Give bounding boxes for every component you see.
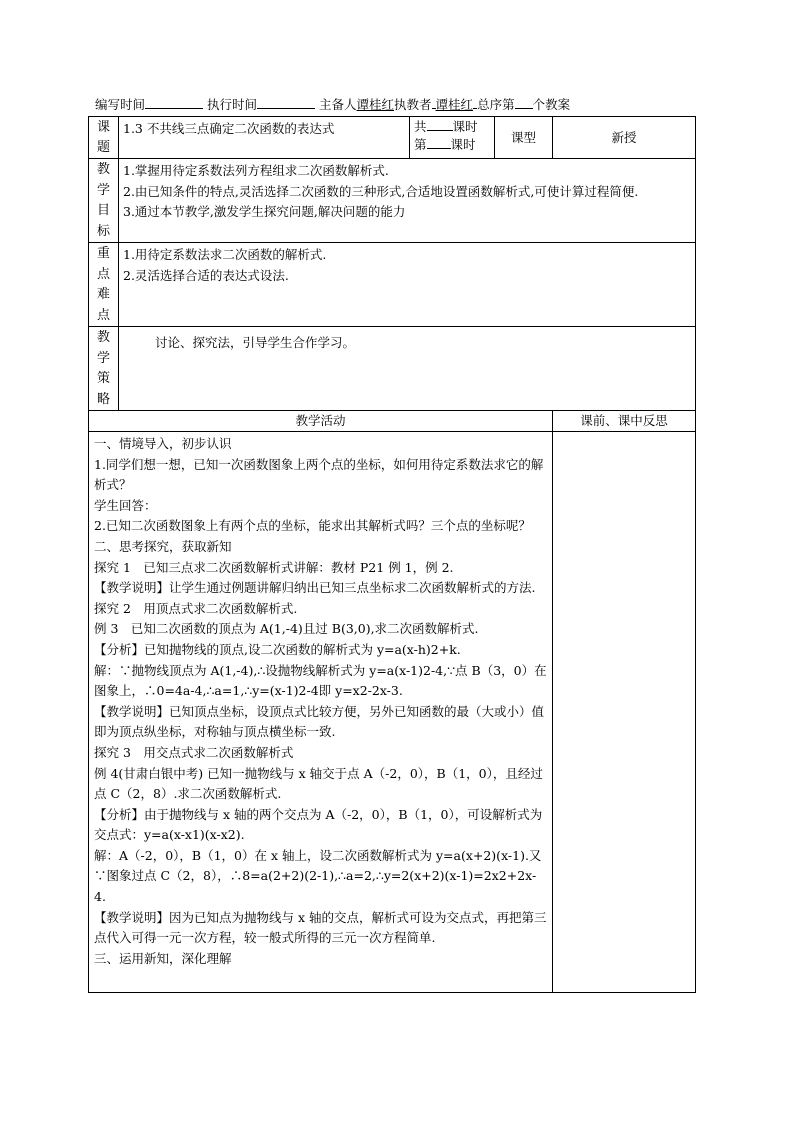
hours-total-blank [427, 118, 453, 131]
activity-line: 【教学说明】已知顶点坐标，设顶点式比较方便，另外已知函数的最（大或小）值即为顶点纵坐标，对称轴与顶点横坐标一致. [94, 703, 545, 740]
goal-item: 2.由已知条件的特点,灵活选择二次函数的三种形式,合适地设置函数解析式,可使计算过程简便. [123, 183, 639, 199]
hours-nth-suffix: 课时 [450, 137, 476, 152]
strategy-text: 讨论、探究法，引导学生合作学习。 [155, 335, 356, 350]
strategy-label [89, 327, 119, 411]
serial-suffix: 个教案 [532, 97, 571, 112]
hours-total-suffix: 课时 [452, 119, 478, 134]
executor-label: 执教者 [394, 97, 432, 112]
preparer-name: 谭桂红 [356, 97, 395, 112]
key-points-content [119, 243, 696, 327]
activity-line: 三、运用新知，深化理解 [94, 950, 232, 966]
key-points-label [89, 243, 119, 327]
activity-line: 1.同学们想一想，已知一次函数图象上两个点的坐标，如何用待定系数法求它的解析式？ [94, 456, 544, 493]
serial-prefix: 总序第 [477, 97, 515, 112]
goal-item: 1.掌握用待定系数法列方程组求二次函数解析式. [123, 163, 389, 178]
topic-label-text: 课题 [97, 120, 111, 155]
exec-time-blank [257, 96, 315, 109]
activity-line: 【教学说明】因为已知点为抛物线与 x 轴的交点，解析式可设为交点式，再把第三点代入可得一元一次方程，较一般式所得的三元一次方程简单. [94, 909, 547, 946]
activities-content-row [89, 432, 696, 993]
goals-row [89, 159, 696, 243]
activity-line: 【教学说明】让学生通过例题讲解归纳出已知三点坐标求二次函数解析式的方法. [94, 580, 536, 596]
topic-row [89, 117, 696, 159]
key-point-item: 2.灵活选择合适的表达式设法. [123, 267, 289, 283]
activities-header: 教学活动 [89, 411, 553, 432]
activity-line: 【分析】由于抛物线与 x 轴的两个交点为 A（-2，0），B（1，0），可设解析式为交点式：y=a(x-x1)(x-x2). [94, 806, 543, 843]
activities-content [89, 432, 553, 993]
compile-time-label: 编写时间 [95, 97, 146, 112]
activity-line: 探究 3 用交点式求二次函数解析式 [94, 744, 294, 760]
hours-total-prefix: 共 [414, 119, 427, 134]
topic-title: 1.3 不共线三点确定二次函数的表达式 [123, 121, 335, 136]
activity-line: 探究 2 用顶点式求二次函数解析式. [94, 600, 298, 616]
activity-line: 解：∵抛物线顶点为 A(1,-4),∴设抛物线解析式为 y=a(x-1)2-4,∵点 B（3，0）在图象上，∴0=4a-4,∴a=1,∴y=(x-1)2-4即 y=x2-2x-3. [94, 662, 547, 699]
key-points-label-text: 重点难点 [97, 246, 111, 323]
activity-line: 2.已知二次函数图象上有两个点的坐标，能求出其解析式吗？三个点的坐标呢？ [94, 518, 531, 534]
activity-line: 一、情境导入，初步认识 [94, 436, 232, 451]
goal-item: 3.通过本节教学,激发学生探究问题,解决问题的能力 [123, 204, 406, 219]
activity-line: 探究 1 已知三点求二次函数解析式讲解：教材 P21 例 1，例 2. [94, 559, 454, 575]
document-header [95, 96, 695, 113]
hours-nth [414, 136, 490, 154]
strategy-label-text: 教学策略 [97, 330, 111, 407]
hours-total [414, 118, 490, 136]
strategy-content [119, 327, 696, 411]
hours-cell [410, 117, 495, 159]
key-points-row [89, 243, 696, 327]
goals-label-text: 教学目标 [97, 162, 111, 239]
compile-time-blank [145, 96, 203, 109]
lesson-type-cell [553, 117, 696, 159]
serial-blank [515, 96, 533, 109]
lesson-type-label: 课型 [510, 129, 536, 145]
activity-line: 二、思考探究，获取新知 [94, 538, 232, 554]
hours-nth-blank [427, 136, 451, 149]
activity-line: 例 3 已知二次函数的顶点为 A(1,-4)且过 B(3,0),求二次函数解析式. [94, 621, 479, 637]
hours-nth-prefix: 第 [414, 137, 427, 152]
activity-line: 解：A（-2，0），B（1，0）在 x 轴上，设二次函数解析式为 y=a(x+2)(x-1).又∵图象过点 C（2，8），∴8=a(2+2)(2-1),∴a=2,∴y=2(x+2)(x-1)=2x2+2x-4. [94, 847, 542, 905]
preparer-label: 主备人 [319, 97, 357, 112]
lesson-type-value: 新授 [611, 129, 637, 145]
strategy-row [89, 327, 696, 411]
activities-header-row [89, 411, 696, 432]
executor-name: 谭桂红 [435, 97, 474, 112]
activity-line: 例 4(甘肃白银中考) 已知一抛物线与 x 轴交于点 A（-2，0），B（1，0），且经过点 C（2，8）.求二次函数解析式. [94, 765, 543, 802]
goals-content [119, 159, 696, 243]
activity-line: 【分析】已知抛物线的顶点,设二次函数的解析式为 y=a(x-h)2+k. [94, 641, 461, 657]
topic-title-cell [119, 117, 410, 159]
lesson-plan-table [88, 116, 696, 993]
exec-time-label: 执行时间 [207, 97, 258, 112]
goals-label [89, 159, 119, 243]
key-point-item: 1.用待定系数法求二次函数的解析式. [123, 247, 327, 262]
reflection-content [553, 432, 696, 993]
lesson-type-label-cell [495, 117, 553, 159]
activity-line: 学生回答： [94, 497, 157, 513]
topic-label [89, 117, 119, 159]
reflection-header: 课前、课中反思 [553, 411, 696, 432]
